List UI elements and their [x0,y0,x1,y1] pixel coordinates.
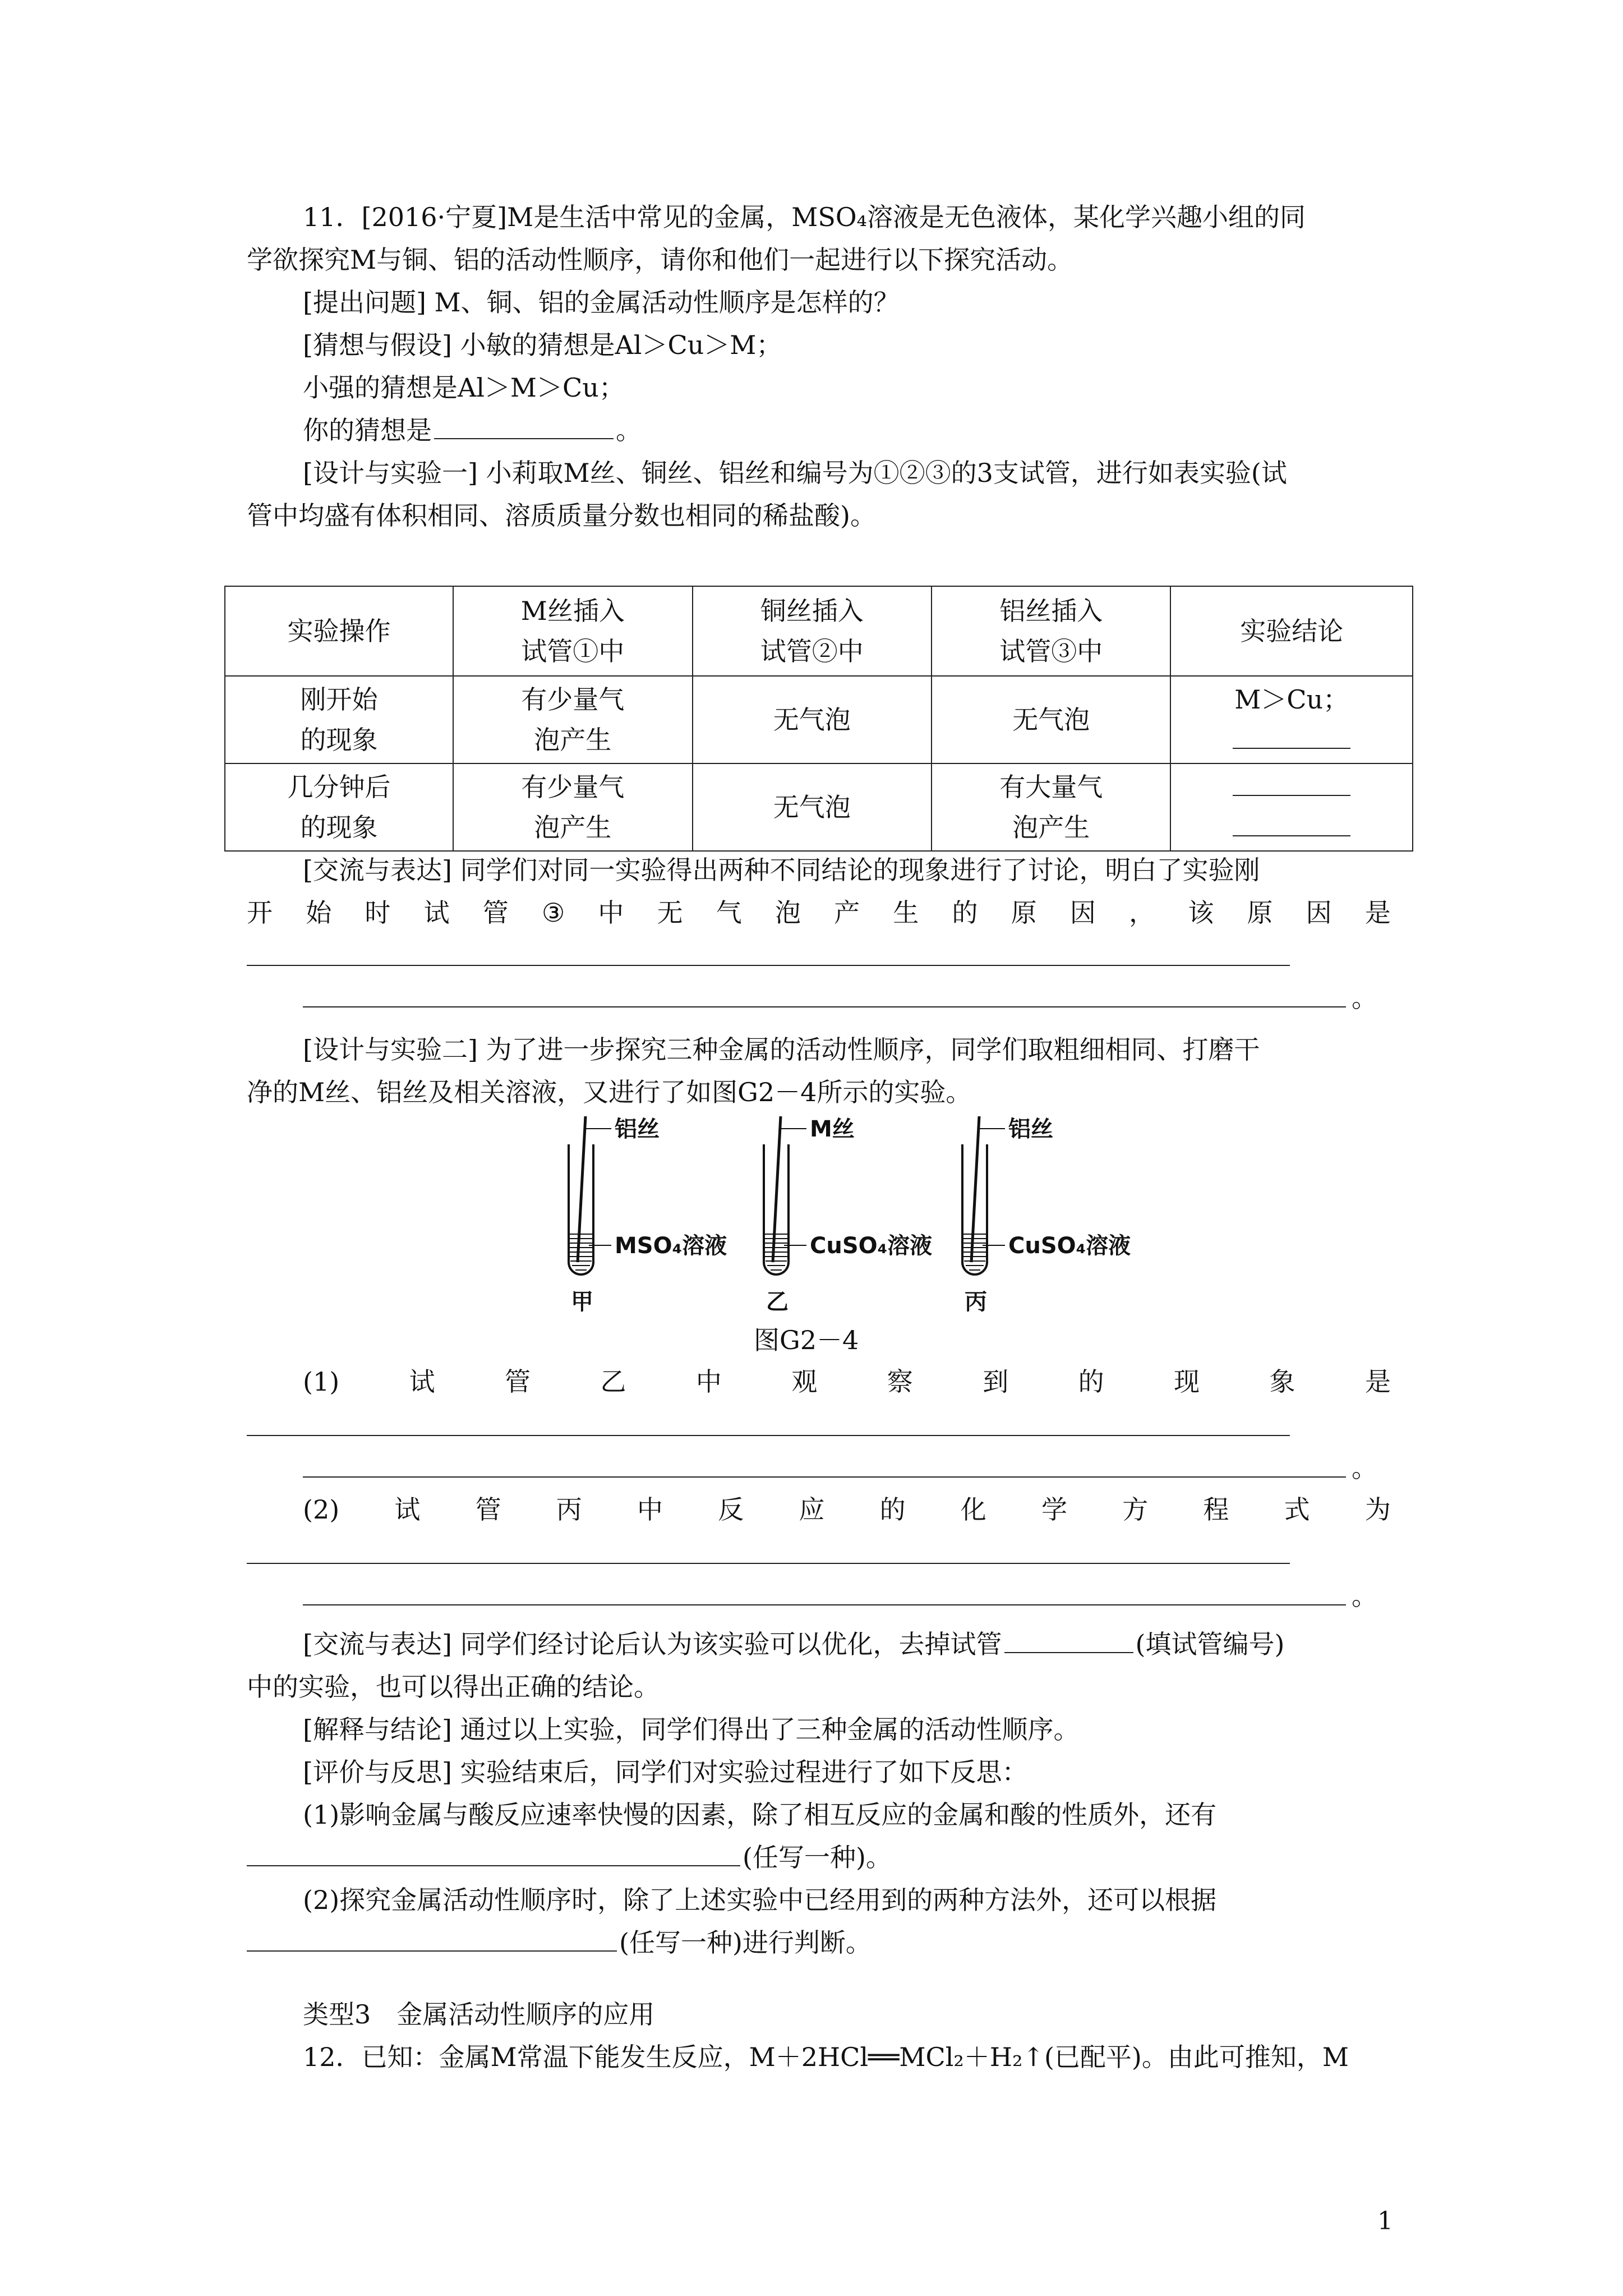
text-char: 反 [718,1494,744,1525]
table-cell: 刚开始 的现象 [225,676,453,763]
exchange2-line1: [交流与表达] 同学们经讨论后认为该实验可以优化，去掉试管 (填试管编号) [303,1627,1284,1662]
text-char: 无 [657,898,683,928]
table-header: 实验操作 [225,586,453,676]
text-char: 中 [637,1494,663,1525]
exchange1-line1: [交流与表达] 同学们对同一实验得出两种不同结论的现象进行了讨论，明白了实验刚 [303,855,1260,885]
answer-blank[interactable] [1004,1627,1133,1653]
table-cell-conclusion [1170,763,1413,851]
text-char: 象 [1269,1366,1295,1397]
text-char: 的 [952,898,978,928]
answer-blank[interactable] [247,1841,740,1866]
reflect-2-line2: (任写一种)进行判断。 [247,1925,872,1960]
reflect-1-line2: (任写一种)。 [247,1840,892,1875]
table-header: 铝丝插入 试管③中 [932,586,1170,676]
text-char: (1) [303,1366,340,1397]
text-char: 乙 [600,1366,626,1397]
text-char: 到 [983,1366,1009,1397]
text-char: 的 [1078,1366,1104,1397]
table-cell: 有少量气 泡产生 [453,763,692,851]
answer-line[interactable] [247,965,1290,966]
q11-line1: 11．[2016·宁夏]M是生活中常见的金属，MSO₄溶液是无色液体，某化学兴趣小组的同 [303,202,1306,232]
text-char: 观 [791,1366,818,1397]
text-char: 是 [1364,1366,1391,1397]
text-char: 为 [1364,1494,1391,1525]
design2-line1: [设计与实验二] 为了进一步探究三种金属的活动性顺序，同学们取粗细相同、打磨干 [303,1034,1260,1065]
answer-line[interactable] [247,1435,1290,1436]
explain-line: [解释与结论] 通过以上实验，同学们得出了三种金属的活动性顺序。 [303,1714,1080,1745]
q11-guess1: [猜想与假设] 小敏的猜想是Al＞Cu＞M； [303,330,782,360]
text-char: 是 [1364,898,1391,928]
sub-question-1 [303,1364,1391,1399]
text-char: (2) [303,1494,340,1525]
text-char: 的 [879,1494,906,1525]
text-char: 因 [1069,898,1096,928]
text-char: 气 [716,898,742,928]
table-header: 实验结论 [1170,586,1413,676]
text-char: 察 [887,1366,913,1397]
text-char: 原 [1011,898,1037,928]
answer-blank[interactable] [1233,725,1350,749]
tube-label: 甲 [571,1289,593,1315]
text-char: 试 [394,1494,421,1525]
test-tube-bing [962,1116,1005,1274]
figure-caption: 图G2－4 [754,1325,859,1355]
table-row [225,763,1413,851]
reflect-title: [评价与反思] 实验结束后，同学们对实验过程进行了如下反思： [303,1757,1028,1787]
answer-blank[interactable] [247,1926,617,1952]
table-cell-conclusion: M＞Cu； [1170,676,1413,763]
tube-label: 乙 [766,1289,789,1315]
reflect-1-line1: (1)影响金属与酸反应速率快慢的因素，除了相互反应的金属和酸的性质外，还有 [303,1800,1217,1830]
answer-line[interactable] [247,1563,1290,1564]
text-char: 应 [799,1494,825,1525]
solution-label: CuSO₄溶液 [1008,1233,1131,1259]
table-cell: 几分钟后 的现象 [225,763,453,851]
period: 。 [1352,1453,1377,1483]
experiment-table [224,586,1413,852]
q11-guess3: 你的猜想是 。 [303,413,642,448]
solution-label: CuSO₄溶液 [810,1233,933,1259]
text-char: 该 [1188,898,1214,928]
text-char: ， [1129,898,1155,928]
wire-label: 铝丝 [615,1116,660,1142]
text-char: 方 [1122,1494,1149,1525]
table-cell: 有大量气 泡产生 [932,763,1170,851]
text-char: 现 [1174,1366,1200,1397]
text-char: 化 [960,1494,986,1525]
tube-label: 丙 [965,1289,987,1315]
table-header-row [225,586,1413,676]
table-cell: 无气泡 [693,676,932,763]
text-char: 管 [475,1494,501,1525]
period: 。 [1352,1581,1377,1611]
answer-line[interactable] [303,1604,1346,1605]
text-char: 开 [247,898,273,928]
table-row [225,676,1413,763]
wire-label: 铝丝 [1008,1116,1053,1142]
text-char: 丙 [556,1494,582,1525]
answer-blank[interactable] [1233,772,1350,796]
text-char: 式 [1284,1494,1310,1525]
q11-design1-line2: 管中均盛有体积相同、溶质质量分数也相同的稀盐酸)。 [247,500,876,531]
q11-design1-line1: [设计与实验一] 小莉取M丝、铜丝、铝丝和编号为①②③的3支试管，进行如表实验(试 [303,458,1287,488]
text-char: 程 [1203,1494,1229,1525]
text-char: 管 [505,1366,531,1397]
answer-line[interactable] [303,1476,1346,1478]
table-header: M丝插入 试管①中 [453,586,692,676]
text-char: 原 [1247,898,1273,928]
answer-line[interactable] [303,1006,1346,1007]
text-char: 中 [695,1366,722,1397]
text-char: 试 [409,1366,435,1397]
section-heading: 类型3 金属活动性顺序的应用 [303,1999,655,2030]
wire-label: M丝 [810,1116,855,1142]
text-char: 因 [1306,898,1332,928]
text-char: ③ [541,898,565,928]
text-char: 学 [1041,1494,1067,1525]
answer-blank[interactable] [434,413,614,439]
text-char: 生 [893,898,919,928]
table-header: 铜丝插入 试管②中 [693,586,932,676]
exchange1-line2 [247,895,1391,930]
page-number: 1 [1377,2207,1393,2235]
exchange2-line2: 中的实验，也可以得出正确的结论。 [247,1672,660,1702]
q11-question: [提出问题] M、铜、铝的金属活动性顺序是怎样的？ [303,287,900,318]
table-cell: 有少量气 泡产生 [453,676,692,763]
text-char: 试 [423,898,450,928]
test-tube-jia [569,1116,611,1274]
q11-line2: 学欲探究M与铜、铝的活动性顺序，请你和他们一起进行以下探究活动。 [247,245,1073,275]
test-tube-yi [764,1116,806,1274]
text-char: 中 [598,898,624,928]
reflect-2-line1: (2)探究金属活动性顺序时，除了上述实验中已经用到的两种方法外，还可以根据 [303,1885,1217,1915]
sub-question-2 [303,1492,1391,1527]
design2-line2: 净的M丝、铝丝及相关溶液，又进行了如图G2－4所示的实验。 [247,1077,972,1107]
period: 。 [1352,983,1377,1013]
q12-line1: 12．已知：金属M常温下能发生反应，M＋2HCl══MCl₂＋H₂↑(已配平)。由此可推知，M [303,2042,1349,2072]
text-char: 始 [306,898,332,928]
text-char: 泡 [774,898,801,928]
text-char: 管 [482,898,509,928]
text-char: 时 [365,898,391,928]
table-cell: 无气泡 [693,763,932,851]
text-char: 产 [834,898,860,928]
table-cell: 无气泡 [932,676,1170,763]
answer-blank[interactable] [1233,813,1350,836]
q11-guess2: 小强的猜想是Al＞M＞Cu； [303,372,625,403]
solution-label: MSO₄溶液 [615,1233,727,1259]
